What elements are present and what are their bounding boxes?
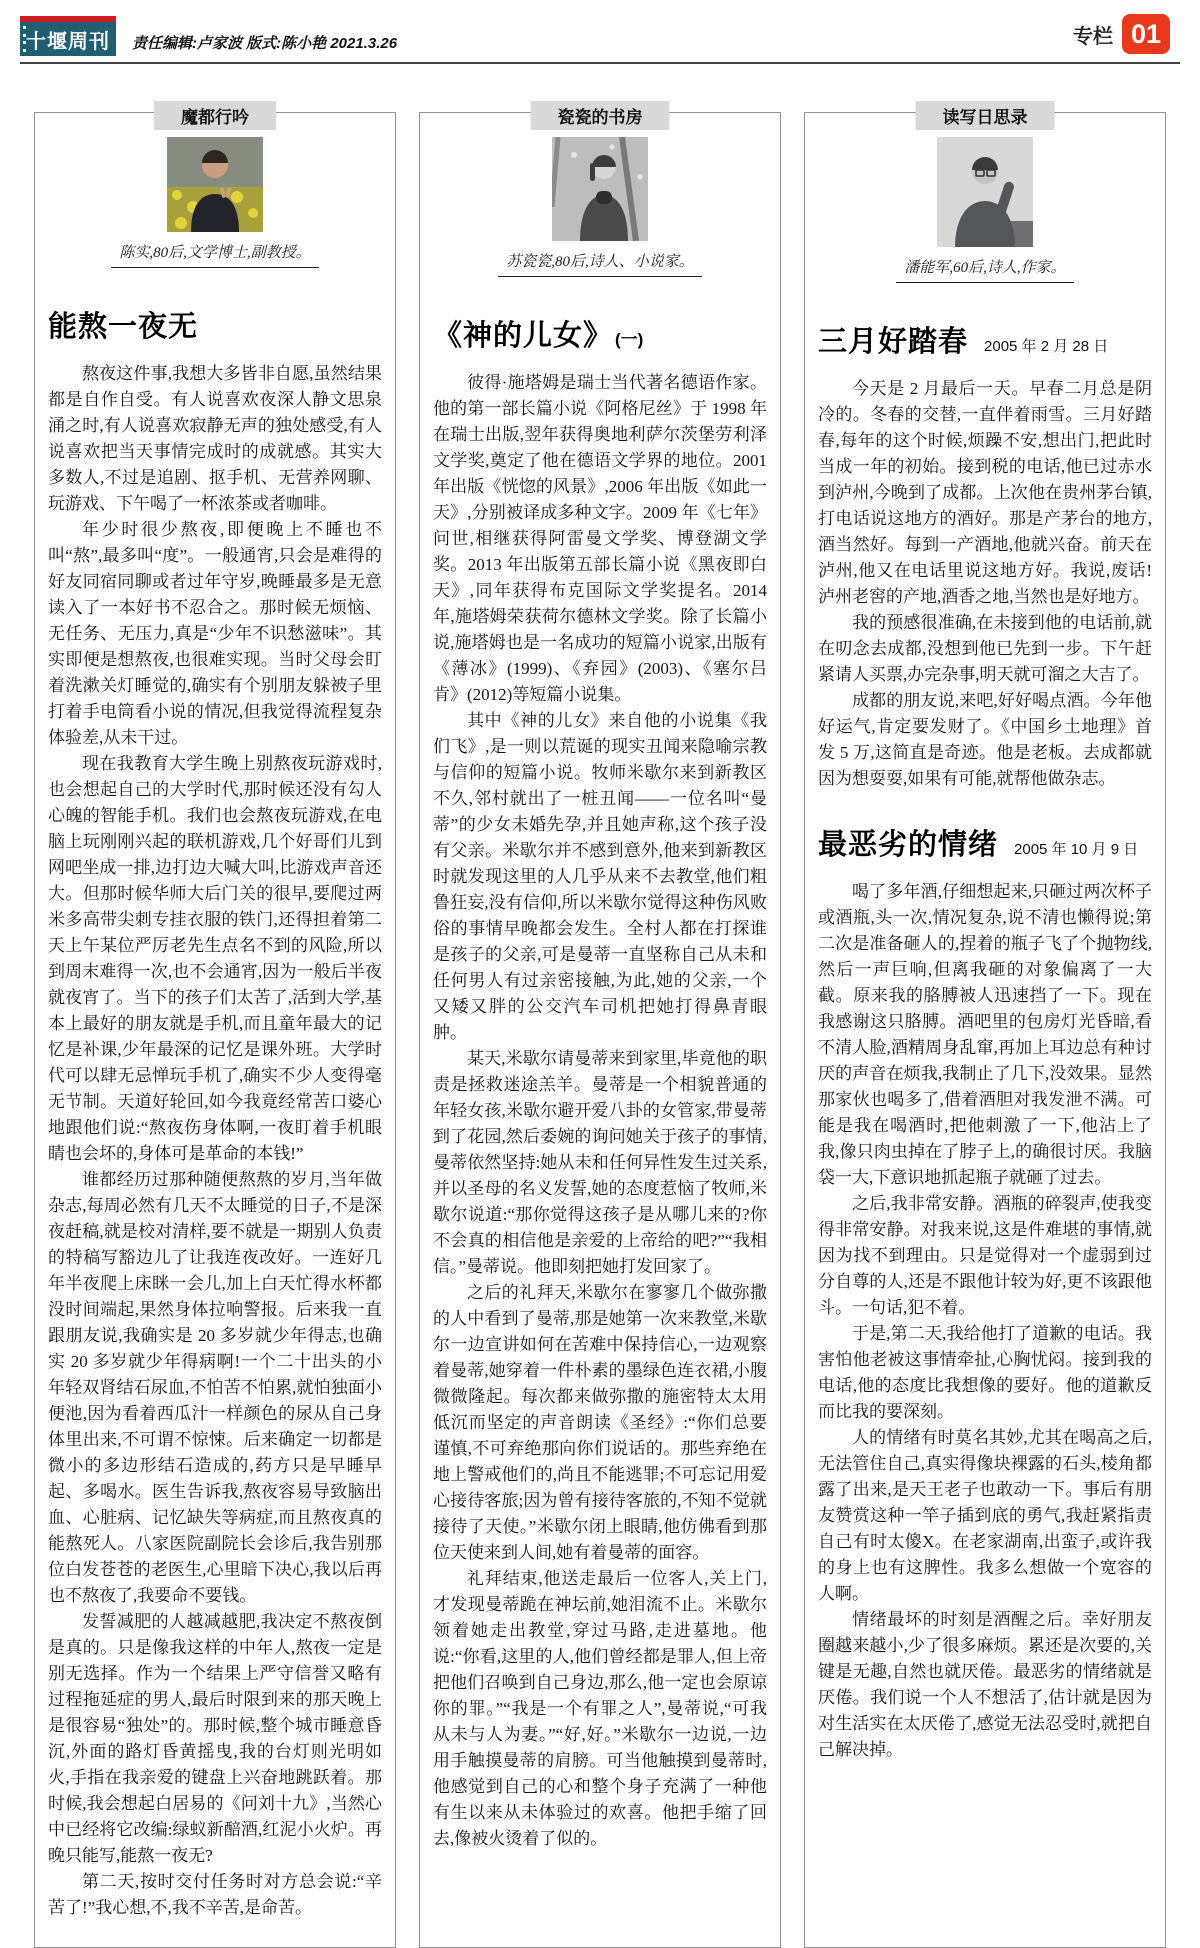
column-2 xyxy=(419,108,781,1948)
column-3 xyxy=(804,108,1166,1948)
column-tag: 瓷瓷的书房 xyxy=(531,101,670,130)
header-rule xyxy=(20,62,1180,64)
column-tag: 魔都行吟 xyxy=(154,101,276,130)
article-paragraph: 人的情绪有时莫名其妙,尤其在喝高之后,无法管住自己,真实得像块裸露的石头,棱角都露了出来,是天王老子也敢动一下。事后有朋友赞赏这种一竿子插到底的勇气,我赶紧指责自己有时太傻X。在老家湖南,出蛮子,或许我的身上也有这脾性。我多么想做一个宽容的人啊。 xyxy=(818,1428,1152,1603)
article-paragraph: 于是,第二天,我给他打了道歉的电话。我害怕他老被这事情牵扯,心胸忧闷。接到我的电话,他的态度比我想像的要好。他的道歉反而比我的要深刻。 xyxy=(818,1324,1152,1421)
article-paragraph: 情绪最坏的时刻是酒醒之后。幸好朋友圈越来越小,少了很多麻烦。累还是次要的,关键是无趣,自然也就厌倦。最恶劣的情绪就是厌倦。我们说一个人不想活了,估计就是因为对生活实在太厌倦了,感觉无法忍受时,就把自己解决掉。 xyxy=(818,1610,1152,1759)
author-caption: 苏瓷瓷,80后,诗人、小说家。 xyxy=(498,250,702,277)
article xyxy=(48,304,382,1921)
column-tag: 读写日思录 xyxy=(916,101,1055,130)
article-title-suffix: (一) xyxy=(615,330,644,349)
article-paragraph: 礼拜结束,他送走最后一位客人,关上门,才发现曼蒂跪在神坛前,她泪流不止。米歇尔领着她走出教堂,穿过马路,走进墓地。他说:“你看,这里的人,他们曾经都是罪人,但上帝把他们召唤到自己身边,那么,他一定也会原谅你的罪。”“我是一个有罪之人”,曼蒂说,“可我从未与人为妻。”“好,好。”米歇尔一边说,一边用手触摸曼蒂的肩膀。可当他触摸到曼蒂时,他感觉到自己的心和整个身子充满了一种他有生以来从未体验过的欢喜。他把手缩了回去,像被火烫着了似的。 xyxy=(433,1569,767,1848)
article-title xyxy=(433,313,767,354)
author-block xyxy=(48,137,382,268)
masthead-logo xyxy=(20,16,116,56)
article-paragraph: 其中《神的儿女》来自他的小说集《我们飞》,是一则以荒诞的现实丑闻来隐喻宗教与信仰的短篇小说。牧师米歇尔来到新教区不久,邻村就出了一桩丑闻——一位名叫“曼蒂”的少女未婚先孕,并且她声称,这个孩子没有父亲。米歇尔并不感到意外,他来到新教区时就发现这里的人几乎从来不去教堂,他们粗鲁狂妄,没有信仰,所以米歇尔觉得这种伤风败俗的事情早晚都会发生。全村人都在打探谁是孩子的父亲,可是曼蒂一直坚称自己从未和任何男人有过亲密接触,为此,她的父亲,一个又矮又胖的公交汽车司机把她打得鼻青眼肿。 xyxy=(433,711,767,1042)
article-paragraph: 现在我教育大学生晚上别熬夜玩游戏时,也会想起自己的大学时代,那时候还没有勾人心魄的智能手机。我们也会熬夜玩游戏,在电脑上玩刚刚兴起的联机游戏,几个好哥们儿到网吧坐成一排,边打边大喊大叫,比游戏声音还大。但那时候华师大后门关的很早,要爬过两米多高带尖刺专挂衣服的铁门,还得担着第二天上午某位严厉老先生点名不到的风险,所以到周末难得一次,也不会通宵,因为一般后半夜就夜宵了。当下的孩子们太苦了,活到大学,基本上最好的朋友就是手机,而且童年最大的记忆是补课,少年最深的记忆是课外班。大学时代可以肆无忌惮玩手机了,确实不少人变得毫无节制。天道好轮回,如今我竟经常苦口婆心地跟他们说:“熬夜伤身体啊,一夜盯着手机眼睛也会坏的,身体可是革命的本钱!” xyxy=(48,754,382,1163)
author-photo xyxy=(937,137,1033,247)
article-paragraph: 我的预感很准确,在未接到他的电话前,就在叨念去成都,没想到他已先到一步。下午赶紧请人买票,办完杂事,明天就可溜之大吉了。 xyxy=(818,613,1152,684)
article-title-text: 《神的儿女》 xyxy=(433,320,614,352)
article-paragraph: 发誓减肥的人越减越肥,我决定不熬夜倒是真的。只是像我这样的中年人,熬夜一定是别无选择。作为一个结果上严守信誉又略有过程拖延症的男人,最后时限到来的那天晚上是很容易“独处”的。那时候,整个城市睡意昏沉,外面的路灯昏黄摇曳,我的台灯则光明如火,手指在我亲爱的键盘上兴奋地跳跃着。那时候,我会想起白居易的《问刘十九》,当然心中已经将它改编:绿蚁新醅酒,红泥小火炉。再晚只能写,能熬一夜无? xyxy=(48,1612,382,1865)
article-paragraph: 彼得·施塔姆是瑞士当代著名德语作家。他的第一部长篇小说《阿格尼丝》于 1998 年在瑞士出版,翌年获得奥地利萨尔茨堡劳利泽文学奖,奠定了他在德语文学界的地位。2001 年出版《恍惚的风景》,2006 年出版《如此一天》,分别被译成多种文字。2009 年《七年》问世,相继获得阿雷曼文学奖、博登湖文学奖。2013 年出版第五部长篇小说《黑夜即白天》,同年获得布克国际文学奖提名。2014 年,施塔姆荣获荷尔德林文学奖。除了长篇小说,施塔姆也是一名成功的短篇小说家,出版有《薄冰》(1999)、《弃园》(2003)、《塞尔吕肯》(2012)等短篇小说集。 xyxy=(433,373,767,704)
article xyxy=(818,822,1152,1763)
page-number-badge: 01 xyxy=(1122,14,1170,54)
article-paragraph: 今天是 2 月最后一天。早春二月总是阴冷的。冬春的交替,一直伴着雨雪。三月好踏春,每年的这个时候,烦躁不安,想出门,把此时当成一年的初始。接到税的电话,他已过赤水到泸州,今晚到了成都。上次他在贵州茅台镇,打电话说这地方的酒好。那是产茅台的地方,酒当然好。每到一产酒地,他就兴奋。前天在泸州,他又在电话里说这地方好。我说,废话!泸州老窖的产地,酒香之地,当然也是好地方。 xyxy=(818,379,1152,606)
article-paragraph: 之后,我非常安静。酒瓶的碎裂声,使我变得非常安静。对我来说,这是件难堪的事情,就因为找不到理由。只是觉得对一个虚弱到过分自尊的人,还是不跟他计较为好,更不该跟他斗。一句话,犯不着。 xyxy=(818,1194,1152,1317)
masthead-title: 十堰周刊 xyxy=(26,30,110,53)
article-paragraph: 之后的礼拜天,米歇尔在寥寥几个做弥撒的人中看到了曼蒂,那是她第一次来教堂,米歇尔一边宣讲如何在苦难中保持信心,一边观察着曼蒂,她穿着一件朴素的墨绿色连衣裙,小腹微微隆起。每次都来做弥撒的施密特太太用低沉而坚定的声音朗读《圣经》:“你们总要谨慎,不可弃绝那向你们说话的。那些弃绝在地上警戒他们的,尚且不能逃罪;不可忘记用爱心接待客旅;因为曾有接待客旅的,不知不觉就接待了天使。”米歇尔闭上眼睛,他仿佛看到那位天使来到人间,她有着曼蒂的面容。 xyxy=(433,1283,767,1562)
author-caption: 陈实,80后,文学博士,副教授。 xyxy=(111,241,318,268)
article-title-text: 能熬一夜无 xyxy=(48,311,199,343)
article xyxy=(433,313,767,1852)
article-title-text: 三月好踏春 xyxy=(818,326,969,358)
article-date: 2005 年 10 月 9 日 xyxy=(1014,841,1139,858)
article-paragraph: 某天,米歇尔请曼蒂来到家里,毕竟他的职责是拯救迷途羔羊。曼蒂是一个相貌普通的年轻女孩,米歇尔避开爱八卦的女管家,带曼蒂到了花园,然后委婉的询问她关于孩子的事情,曼蒂依然坚持:她从未和任何异性发生过关系,并以圣母的名义发誓,她的态度惹恼了牧师,米歇尔说道:“那你觉得这孩子是从哪儿来的?你不会真的相信他是亲爱的上帝给的吧?”“我相信。”曼蒂说。他即刻把她打发回家了。 xyxy=(433,1049,767,1276)
article-title-text: 最恶劣的情绪 xyxy=(818,829,999,861)
article-date: 2005 年 2 月 28 日 xyxy=(984,338,1109,355)
author-caption: 潘能军,60后,诗人,作家。 xyxy=(896,256,1073,283)
author-block xyxy=(818,137,1152,283)
article xyxy=(818,319,1152,792)
masthead-side-marks xyxy=(23,26,26,52)
article-title xyxy=(818,822,1152,863)
column-1 xyxy=(34,108,396,1948)
article-title xyxy=(48,304,382,345)
article-paragraph: 喝了多年酒,仔细想起来,只砸过两次杯子或酒瓶,头一次,情况复杂,说不清也懒得说;第二次是准备砸人的,捏着的瓶子飞了个抛物线,然后一声巨响,但离我砸的对象偏离了一大截。原来我的胳膊被人迅速挡了一下。现在我感谢这只胳膊。酒吧里的包房灯光昏暗,看不清人脸,酒精周身乱窜,再加上耳边总有种讨厌的声音在烦我,我制止了几下,没效果。显然那家伙也喝多了,借着酒胆对我发泄不满。可能是我在喝酒时,把他刺激了一下,他沾上了我,像只肉虫掉在了脖子上,的确很讨厌。我脑袋一大,下意识地抓起瓶子就砸了过去。 xyxy=(818,882,1152,1187)
article-paragraph: 年少时很少熬夜,即便晚上不睡也不叫“熬”,最多叫“度”。一般通宵,只会是难得的好友同宿同聊或者过年守岁,晚睡最多是无意读入了一本好书不忍合之。那时候无烦恼、无任务、无压力,真是“少年不识愁滋味”。其实即便是想熬夜,也很难实现。当时父母会盯着洗漱关灯睡觉的,确实有个别朋友躲被子里打着手电筒看小说的情况,但我觉得流程复杂体验差,从未干过。 xyxy=(48,520,382,747)
author-photo xyxy=(552,137,648,241)
author-photo xyxy=(167,137,263,232)
article-paragraph: 熬夜这件事,我想大多皆非自愿,虽然结果都是自作自受。有人说喜欢夜深人静文思泉涌之时,有人说喜欢寂静无声的独处感受,有人说喜欢把当天事情完成时的成就感。其实大多数人,不过是追剧、抠手机、无营养网聊、玩游戏、下午喝了一杯浓茶或者咖啡。 xyxy=(48,364,382,513)
article-paragraph: 第二天,按时交付任务时对方总会说:“辛苦了!”我心想,不,我不辛苦,是命苦。 xyxy=(48,1872,382,1917)
page-header xyxy=(0,0,1200,62)
article-paragraph: 成都的朋友说,来吧,好好喝点酒。今年他好运气,肯定要发财了。《中国乡土地理》首发 5 万,这简直是奇迹。他是老板。去成都就因为想耍耍,如果有可能,就帮他做杂志。 xyxy=(818,691,1152,788)
editor-line: 责任编辑:卢家波 版式:陈小艳 2021.3.26 xyxy=(132,35,398,52)
author-block xyxy=(433,137,767,277)
columns-container xyxy=(0,108,1200,1948)
section-label: 专栏 xyxy=(1072,25,1113,48)
article-title xyxy=(818,319,1152,360)
article-paragraph: 谁都经历过那种随便熬熬的岁月,当年做杂志,每周必然有几天不太睡觉的日子,不是深夜赶稿,就是校对清样,要不就是一期别人负责的特稿写豁边儿了让我连夜改好。一连好几年半夜爬上床眯一会儿,加上白天忙得水杯都没时间端起,果然身体拉响警报。后来我一直跟朋友说,我确实是 20 多岁就少年得志,也确实 20 多岁就少年得病啊!一个二十出头的小年轻双肾结石尿血,不怕苦不怕累,就怕独面小便池,因为看着西瓜汁一样颜色的尿从自己身体里出来,不可谓不惊悚。后来确定一切都是微小的多边形结石造成的,药方只是早睡早起、多喝水。医生告诉我,熬夜容易导致脑出血、心脏病、记忆缺失等病症,而且熬夜真的能熬死人。八家医院副院长会诊后,我告别那位白发苍苍的老医生,心里暗下决心,我以后再也不熬夜了,我要命不要钱。 xyxy=(48,1170,382,1605)
